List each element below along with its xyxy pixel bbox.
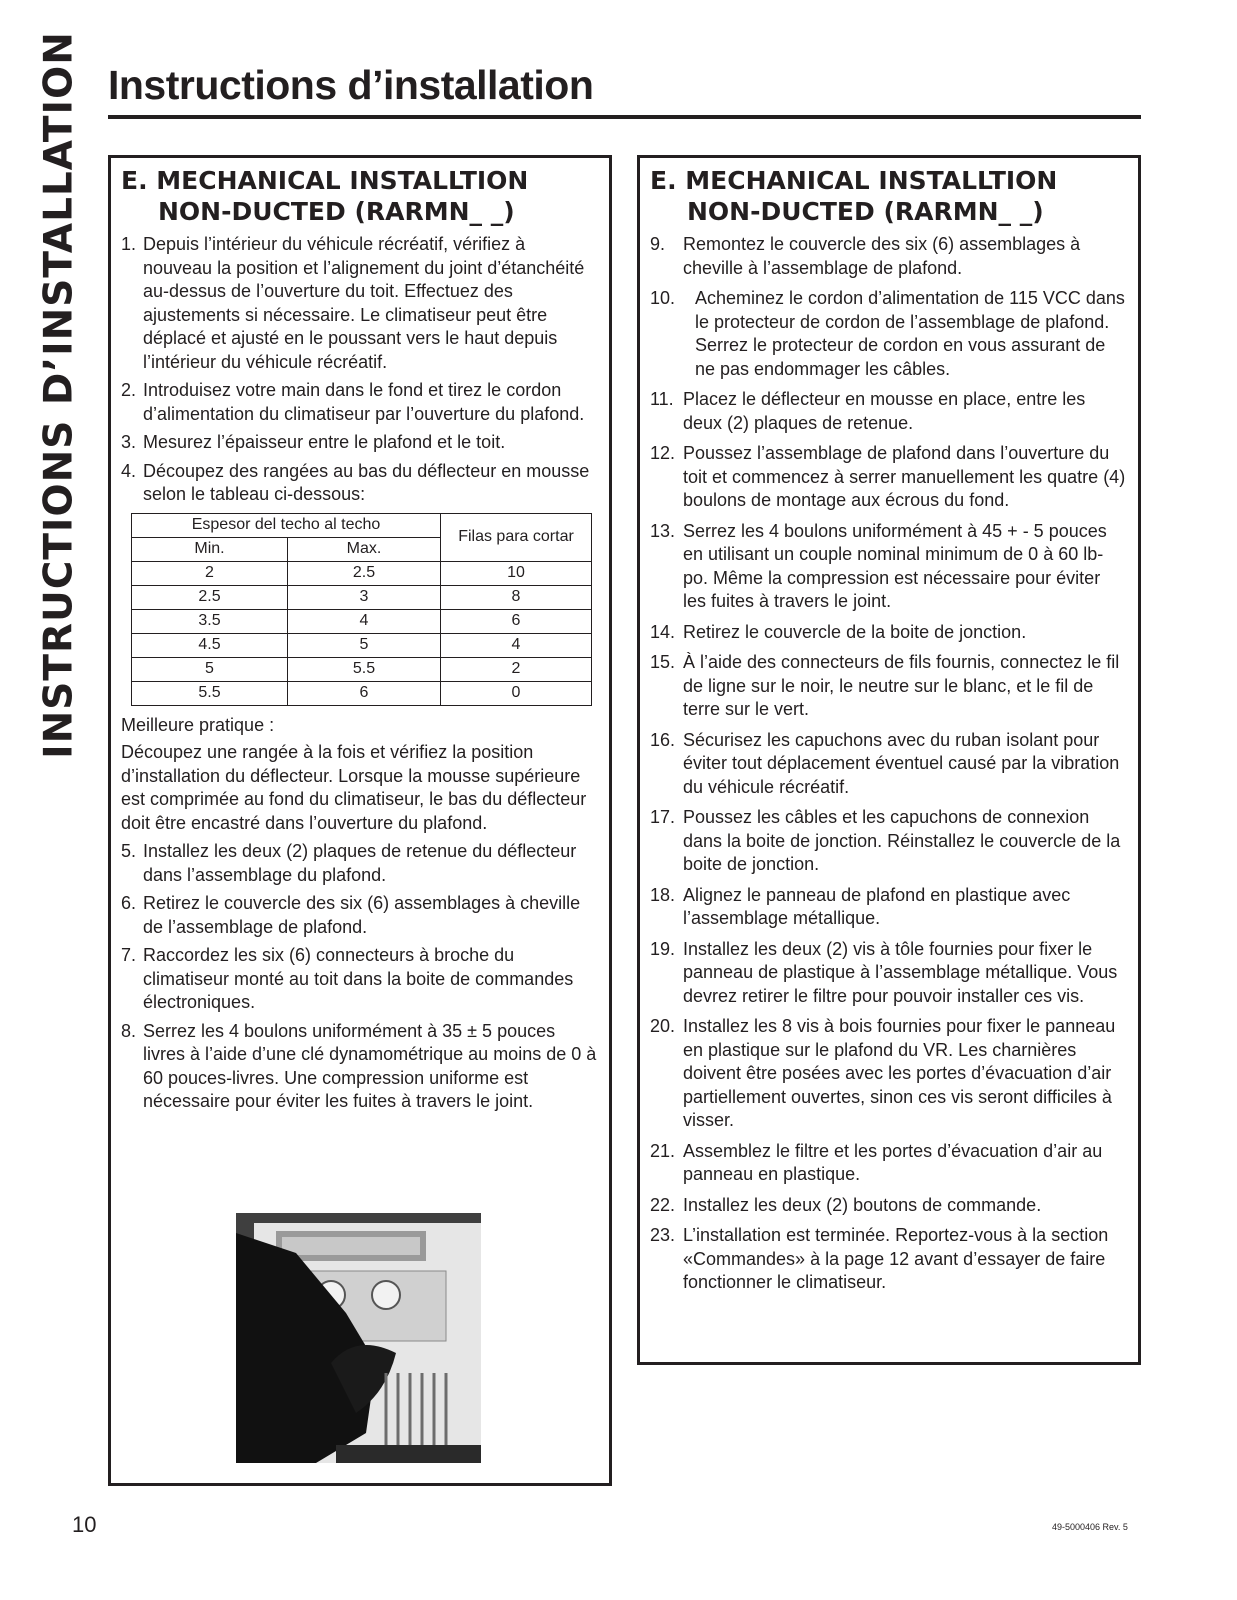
step (650, 233, 1128, 280)
step-number: 21. (650, 1140, 676, 1161)
step-text: Placez le déflecteur en mousse en place, entre les deux (2) plaques de retenue. (683, 389, 1086, 433)
step-number: 13. (650, 520, 676, 541)
table-cell: 2.5 (288, 561, 441, 585)
left-heading-line2: NON-DUCTED (RARMN_ _) (158, 197, 515, 226)
step-text: Introduisez votre main dans le fond et tirez le cordon d’alimentation du climatiseur par l’ouverture du plafond. (143, 380, 585, 424)
step-number: 20. (650, 1016, 676, 1036)
step-text: L’installation est terminée. Reportez-vous à la section «Commandes» à la page 12 avant d’essayer de faire fonctionner le climatiseur. (683, 1225, 1109, 1292)
step-number: 5. (121, 841, 137, 861)
step-text: Installez les deux (2) vis à tôle fournies pour fixer le panneau de plastique à l’assemblage métallique. Vous devrez retirer le filtre pour pouvoir installer ces vis. (683, 938, 1118, 1006)
step-number: 8. (121, 1020, 137, 1041)
best-practice-label: Meilleure pratique : (121, 714, 275, 735)
step-number: 7. (121, 945, 137, 965)
table-cell: 2.5 (132, 585, 288, 609)
step (121, 431, 599, 455)
step (650, 806, 1128, 877)
table-cell: 5 (288, 633, 441, 657)
step-number: 15. (650, 652, 676, 672)
table-cell: 10 (441, 561, 592, 585)
step (650, 1224, 1128, 1295)
table-group-header: Espesor del techo al techo (132, 513, 441, 537)
table-cell: 2 (132, 561, 288, 585)
step-text: Remontez le couvercle des six (6) assemblages à cheville à l’assemblage de plafond. (683, 234, 1081, 278)
table-cell: 0 (441, 681, 592, 705)
side-tab (33, 31, 85, 759)
step-number: 16. (650, 729, 676, 750)
table-cell: 6 (441, 609, 592, 633)
table-cell: 3 (288, 585, 441, 609)
step-text: Installez les 8 vis à bois fournies pour fixer le panneau en plastique sur le plafond du VR. Les charnières doivent être posées avec les portes d’évacuation d’air partiellement ouvertes, sinon ces vis seront difficiles à visser. (683, 1016, 1116, 1130)
table-cell: 4 (288, 609, 441, 633)
table-cell: 5 (132, 657, 288, 681)
table-row (132, 585, 592, 609)
step (650, 651, 1128, 722)
table-cell: 6 (288, 681, 441, 705)
step-number: 3. (121, 432, 137, 452)
step (650, 520, 1128, 614)
step-text: Sécurisez les capuchons avec du ruban isolant pour éviter tout déplacement éventuel causé par la vibration du véhicule récréatif. (683, 729, 1120, 797)
best-practice-text: Découpez une rangée à la fois et vérifiez la position d’installation du déflecteur. Lorsque la mousse supérieure est comprimée au fond du climatiseur, le bas du déflecteur doit être encastré dans l’ouverture du plafond. (121, 742, 587, 833)
step-text: Alignez le panneau de plafond en plastique avec l’assemblage métallique. (683, 884, 1071, 928)
step (121, 233, 599, 374)
step-number: 18. (650, 884, 676, 905)
step-number: 6. (121, 893, 137, 913)
step-number: 10. (650, 288, 676, 308)
table-row (132, 681, 592, 705)
step-number: 22. (650, 1194, 676, 1215)
step-text: Découpez des rangées au bas du déflecteur en mousse selon le tableau ci-dessous: (143, 460, 590, 504)
document-code: 49-5000406 Rev. 5 (1052, 1522, 1128, 1532)
step (650, 442, 1128, 513)
left-section-heading (121, 165, 599, 227)
step (650, 938, 1128, 1009)
table-max-header: Max. (288, 537, 441, 561)
step-number: 2. (121, 380, 137, 400)
table-cell: 3.5 (132, 609, 288, 633)
left-steps-a (121, 233, 599, 507)
step-number: 14. (650, 621, 676, 642)
step (121, 460, 599, 507)
step-text: Depuis l’intérieur du véhicule récréatif, vérifiez à nouveau la position et l’alignement du joint d’étanchéité au-dessus de l’ouverture du toit. Effectuez des ajustements si nécessaire. Le climatiseur peut être déplacé et ajusté en le poussant vers le haut depuis l’intérieur du véhicule récréatif. (143, 234, 585, 372)
step (121, 892, 599, 939)
installation-photo (236, 1213, 481, 1463)
step-text: Serrez les 4 boulons uniformément à 45 + - 5 pouces en utilisant un couple nominal minimum de 0 à 60 lb-po. Même la compression est nécessaire pour éviter les fuites à travers le joint. (683, 520, 1107, 611)
table-row (132, 633, 592, 657)
step (650, 1194, 1128, 1218)
step (121, 840, 599, 887)
step (650, 884, 1128, 931)
step-text: Poussez l’assemblage de plafond dans l’ouverture du toit et commencez à serrer manuellement les quatre (4) boulons de montage aux écrous du fond. (683, 443, 1126, 510)
step-text: Installez les deux (2) plaques de retenue du déflecteur dans l’assemblage du plafond. (143, 841, 577, 885)
page-title: Instructions d’installation (108, 62, 594, 108)
table-min-header: Min. (132, 537, 288, 561)
step-text: Retirez le couvercle des six (6) assemblages à cheville de l’assemblage de plafond. (143, 893, 581, 937)
step (121, 1020, 599, 1114)
step (121, 944, 599, 1015)
table-cell: 4 (441, 633, 592, 657)
table-cell: 2 (441, 657, 592, 681)
step-number: 17. (650, 807, 676, 827)
left-steps-b (121, 840, 599, 1114)
step-text: Poussez les câbles et les capuchons de connexion dans la boite de jonction. Réinstallez le couvercle de la boite de jonction. (683, 807, 1121, 874)
table-row (132, 609, 592, 633)
left-heading-line1: E. MECHANICAL INSTALLTION (121, 166, 529, 195)
step-number: 4. (121, 460, 137, 481)
title-rule (108, 115, 1141, 119)
step-text: Serrez les 4 boulons uniformément à 35 ± 5 pouces livres à l’aide d’une clé dynamométrique au moins de 0 à 60 pouces-livres. Une compression uniforme est nécessaire pour éviter les fuites à travers le joint. (143, 1020, 597, 1111)
step (650, 729, 1128, 800)
step-text: À l’aide des connecteurs de fils fournis, connectez le fil de ligne sur le noir, le neutre sur le blanc, et le fil de terre sur le vert. (683, 652, 1120, 719)
table-cell: 8 (441, 585, 592, 609)
thickness-table (131, 513, 592, 706)
step (650, 388, 1128, 435)
step (650, 1140, 1128, 1187)
table-cell: 5.5 (132, 681, 288, 705)
right-panel (637, 155, 1141, 1365)
step (650, 287, 1128, 381)
table-cell: 4.5 (132, 633, 288, 657)
step-number: 12. (650, 443, 676, 463)
left-panel (108, 155, 612, 1486)
step-number: 23. (650, 1225, 676, 1245)
step-number: 9. (650, 234, 666, 254)
step-text: Acheminez le cordon d’alimentation de 115 VCC dans le protecteur de cordon de l’assemblage de plafond. Serrez le protecteur de cordon en vous assurant de ne pas endommager les câbles. (695, 288, 1125, 379)
step-number: 19. (650, 938, 676, 959)
page-number: 10 (72, 1512, 97, 1537)
step-text: Installez les deux (2) boutons de commande. (683, 1194, 1042, 1215)
right-steps (650, 233, 1128, 1295)
table-rows-header: Filas para cortar (441, 513, 592, 561)
ceiling-assembly-illustration (236, 1213, 481, 1463)
step (121, 379, 599, 426)
step-number: 11. (650, 389, 674, 409)
table-row (132, 561, 592, 585)
step-number: 1. (121, 234, 137, 254)
side-tab-label: INSTRUCTIONS D’INSTALLATION (36, 31, 82, 759)
step-text: Retirez le couvercle de la boite de jonction. (683, 621, 1027, 642)
table-cell: 5.5 (288, 657, 441, 681)
right-heading-line1: E. MECHANICAL INSTALLTION (650, 166, 1058, 195)
step (650, 1015, 1128, 1133)
right-section-heading (650, 165, 1128, 227)
table-row (132, 657, 592, 681)
step-text: Assemblez le filtre et les portes d’évacuation d’air au panneau en plastique. (683, 1140, 1103, 1184)
step (650, 621, 1128, 645)
step-text: Mesurez l’épaisseur entre le plafond et le toit. (143, 432, 506, 452)
step-text: Raccordez les six (6) connecteurs à broche du climatiseur monté au toit dans la boite de commandes électroniques. (143, 945, 574, 1012)
right-heading-line2: NON-DUCTED (RARMN_ _) (687, 197, 1044, 226)
